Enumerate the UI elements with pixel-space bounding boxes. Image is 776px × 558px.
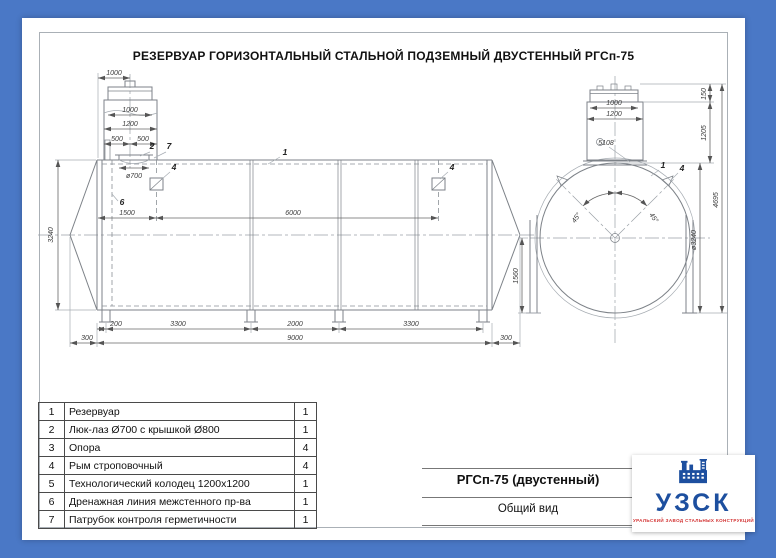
dim-support-offset: 200: [110, 321, 122, 328]
callout-2: 2: [149, 141, 155, 151]
model-label: РГСп-75 (двустенный): [456, 472, 600, 487]
end-callout-1: 1: [660, 160, 666, 170]
row-qty: 1: [295, 421, 317, 439]
row-name: Рым строповочный: [65, 457, 295, 475]
dim-angle-right: 45°: [647, 211, 660, 225]
dim-end-tank-dia: ø3240: [691, 230, 698, 250]
table-row: [39, 493, 317, 511]
dim-arc-5108: 5108: [598, 140, 614, 147]
row-qty: 1: [295, 475, 317, 493]
table-row: [39, 511, 317, 529]
dim-end-well-width: 1200: [606, 111, 622, 118]
dim-half-left: 500: [111, 136, 123, 143]
table-row: [39, 403, 317, 421]
row-pos: 6: [39, 493, 65, 511]
callout-6: 6: [119, 197, 125, 207]
row-qty: 1: [295, 493, 317, 511]
manhole: [115, 155, 153, 164]
row-pos: 5: [39, 475, 65, 493]
callout-7: 7: [166, 141, 172, 151]
dim-manhole-dia: ø700: [126, 173, 142, 180]
dim-span2: 2000: [287, 321, 303, 328]
callout-1: 1: [282, 147, 288, 157]
end-callout-4: 4: [679, 163, 685, 173]
row-qty: 1: [295, 511, 317, 529]
view-label: Общий вид: [497, 503, 559, 515]
row-name: Дренажная линия межстенного пр-ва: [65, 493, 295, 511]
spec-table: [38, 402, 317, 529]
row-name: Резервуар: [65, 403, 295, 421]
factory-icon: [672, 459, 716, 485]
dim-between-ryms: 6000: [285, 210, 301, 217]
table-row: [39, 421, 317, 439]
rym-1: [150, 160, 163, 221]
row-name: Опора: [65, 439, 295, 457]
end-supports: [526, 215, 697, 313]
dim-support-height: 1560: [513, 268, 520, 284]
dim-cover-width: 1000: [122, 107, 138, 114]
dim-cone-left: 300: [81, 335, 93, 342]
table-row: [39, 457, 317, 475]
row-pos: 4: [39, 457, 65, 475]
callout-4b: 4: [449, 162, 455, 172]
row-qty: 1: [295, 403, 317, 421]
row-name: Патрубок контроля герметичности: [65, 511, 295, 529]
row-pos: 7: [39, 511, 65, 529]
table-row: [39, 475, 317, 493]
dim-span3: 3300: [403, 321, 419, 328]
title-block-line: [422, 497, 634, 498]
rym-2: [432, 160, 445, 221]
drawing-sheet: [22, 18, 755, 540]
dim-cap-height: 150: [701, 88, 708, 100]
row-pos: 1: [39, 403, 65, 421]
dim-to-rym: 1500: [119, 210, 135, 217]
logo-abbr: УЗСК: [655, 489, 732, 517]
dim-half-right: 500: [137, 136, 149, 143]
logo-subtitle: УРАЛЬСКИЙ ЗАВОД СТАЛЬНЫХ КОНСТРУКЦИЙ: [632, 518, 755, 523]
title-block-line: [422, 525, 634, 526]
table-row: [39, 439, 317, 457]
row-name: Технологический колодец 1200х1200: [65, 475, 295, 493]
title-block: [422, 463, 634, 527]
dim-tank-dia: 3240: [48, 227, 55, 243]
dim-end-cover-width: 1000: [606, 100, 622, 107]
company-logo: [632, 455, 755, 532]
dim-cone-right: 300: [500, 335, 512, 342]
dim-well-height: 1205: [701, 125, 708, 141]
row-pos: 3: [39, 439, 65, 457]
side-view: [38, 70, 534, 347]
dim-span1: 3300: [170, 321, 186, 328]
drawing-title: РЕЗЕРВУАР ГОРИЗОНТАЛЬНЫЙ СТАЛЬНОЙ ПОДЗЕМНЫЙ ДВУСТЕННЫЙ РГСп-75: [132, 49, 635, 63]
row-pos: 2: [39, 421, 65, 439]
row-qty: 4: [295, 439, 317, 457]
row-qty: 4: [295, 457, 317, 475]
dim-shell-length: 9000: [287, 335, 303, 342]
dim-overall-height: 4695: [713, 192, 720, 208]
dim-well-width: 1200: [122, 121, 138, 128]
dim-offset-top: 1000: [106, 70, 122, 77]
callout-4a: 4: [171, 162, 177, 172]
row-name: Люк-лаз Ø700 с крышкой Ø800: [65, 421, 295, 439]
title-block-line: [422, 468, 634, 469]
end-view: [513, 76, 728, 343]
dim-angle-left: 45°: [570, 211, 583, 225]
